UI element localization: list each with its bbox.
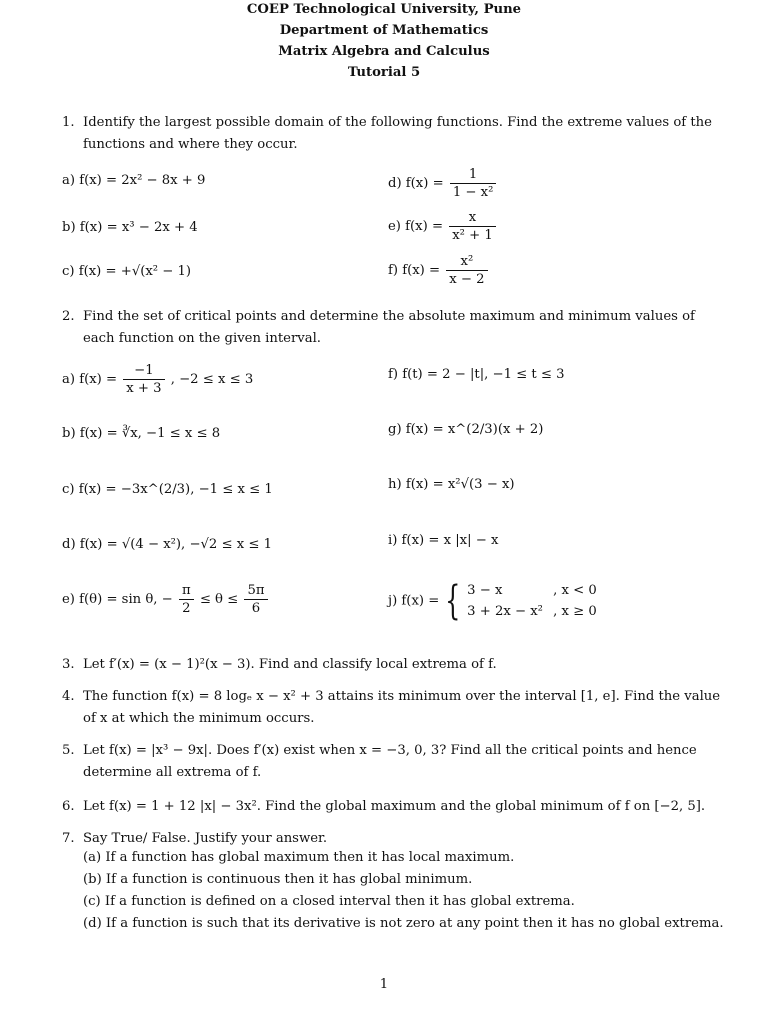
numerator: x² [446, 253, 487, 271]
case-1-condition: , x < 0 [553, 583, 597, 598]
question-number: 7. [62, 831, 75, 846]
q1-item-e [388, 209, 498, 244]
q2-item-i: i) f(x) = x |x| − x [388, 533, 499, 548]
fraction [123, 362, 164, 397]
question-text: Say True/ False. Justify your answer. [83, 831, 328, 846]
fraction [446, 253, 487, 288]
question-number: 1. [62, 115, 75, 130]
interval: , −2 ≤ x ≤ 3 [170, 372, 254, 387]
item-label: d) f(x) = [388, 176, 444, 191]
numerator: 5π [244, 582, 267, 600]
q2-item-h: h) f(x) = x²√(3 − x) [388, 477, 515, 492]
q7-item-d: (d) If a function is such that its derivative is not zero at any point then it has no global extrema. [83, 916, 724, 931]
q1-item-d [388, 166, 498, 201]
numerator: x [449, 209, 496, 227]
case-1-expr: 3 − x [467, 583, 503, 598]
denominator: x + 3 [126, 381, 162, 396]
course-title: Matrix Algebra and Calculus [278, 44, 490, 59]
question-number: 5. [62, 743, 75, 758]
q7-item-b: (b) If a function is continuous then it has global minimum. [83, 872, 473, 887]
case-1 [467, 580, 597, 601]
case-2-condition: , x ≥ 0 [553, 604, 597, 619]
denominator: 2 [182, 601, 191, 616]
q1-item-c: c) f(x) = +√(x² − 1) [62, 264, 192, 279]
question-text: Identify the largest possible domain of the following functions. Find the extreme values of the functions and where they occur. [83, 115, 712, 152]
q2-item-f: f) f(t) = 2 − |t|, −1 ≤ t ≤ 3 [388, 367, 565, 382]
question-text: Let f(x) = |x³ − 9x|. Does f′(x) exist when x = −3, 0, 3? Find all the critical points and hence determine all extrema of f. [83, 743, 697, 780]
question-text: Let f′(x) = (x − 1)²(x − 3). Find and classify local extrema of f. [83, 657, 497, 672]
q7-item-c: (c) If a function is defined on a closed interval then it has global extrema. [83, 894, 575, 909]
q2-item-b: b) f(x) = ∛x, −1 ≤ x ≤ 8 [62, 426, 221, 441]
q7-item-a: (a) If a function has global maximum then it has local maximum. [83, 850, 515, 865]
fraction [449, 209, 496, 244]
item-label: j) f(x) = [388, 593, 440, 609]
question-text: Find the set of critical points and determine the absolute maximum and minimum values of each function on the given interval. [83, 309, 695, 346]
question-number: 2. [62, 309, 75, 324]
left-brace: { [445, 578, 461, 624]
fraction [179, 582, 194, 617]
denominator: 1 − x² [452, 185, 494, 200]
q1-item-a: a) f(x) = 2x² − 8x + 9 [62, 173, 206, 188]
numerator: π [179, 582, 194, 600]
q2-item-a [62, 362, 253, 397]
item-label: e) f(x) = [388, 219, 443, 234]
question-number: 3. [62, 657, 75, 672]
denominator: x² + 1 [452, 228, 493, 243]
case-2-expr: 3 + 2x − x² [467, 604, 543, 619]
q2-item-c: c) f(x) = −3x^(2/3), −1 ≤ x ≤ 1 [62, 482, 273, 497]
page-number: 1 [379, 977, 389, 992]
piecewise-cases [467, 580, 597, 622]
university-title: COEP Technological University, Pune [246, 2, 522, 17]
question-text: The function f(x) = 8 logₑ x − x² + 3 attains its minimum over the interval [1, e]. Find the value of x at which the minimum occurs. [83, 689, 721, 726]
q2-item-j [388, 580, 597, 622]
numerator: 1 [450, 166, 497, 184]
fraction [244, 582, 267, 617]
numerator: −1 [123, 362, 164, 380]
fraction [450, 166, 497, 201]
department-title: Department of Mathematics [279, 23, 489, 38]
denominator: x − 2 [449, 272, 485, 287]
q2-item-e [62, 582, 270, 617]
item-label: a) f(x) = [62, 372, 118, 387]
item-label: e) f(θ) = sin θ, − [62, 592, 173, 607]
inequality: ≤ θ ≤ [199, 592, 239, 607]
question-number: 4. [62, 689, 75, 704]
q1-item-b: b) f(x) = x³ − 2x + 4 [62, 220, 198, 235]
item-label: f) f(x) = [388, 263, 441, 278]
question-number: 6. [62, 799, 75, 814]
case-2 [467, 601, 597, 622]
tutorial-title: Tutorial 5 [347, 65, 421, 80]
q2-item-g: g) f(x) = x^(2/3)(x + 2) [388, 422, 544, 437]
q2-item-d: d) f(x) = √(4 − x²), −√2 ≤ x ≤ 1 [62, 537, 272, 552]
q1-item-f [388, 253, 490, 288]
denominator: 6 [251, 601, 261, 616]
question-text: Let f(x) = 1 + 12 |x| − 3x². Find the global maximum and the global minimum of f on [−2, 5]. [83, 799, 706, 814]
